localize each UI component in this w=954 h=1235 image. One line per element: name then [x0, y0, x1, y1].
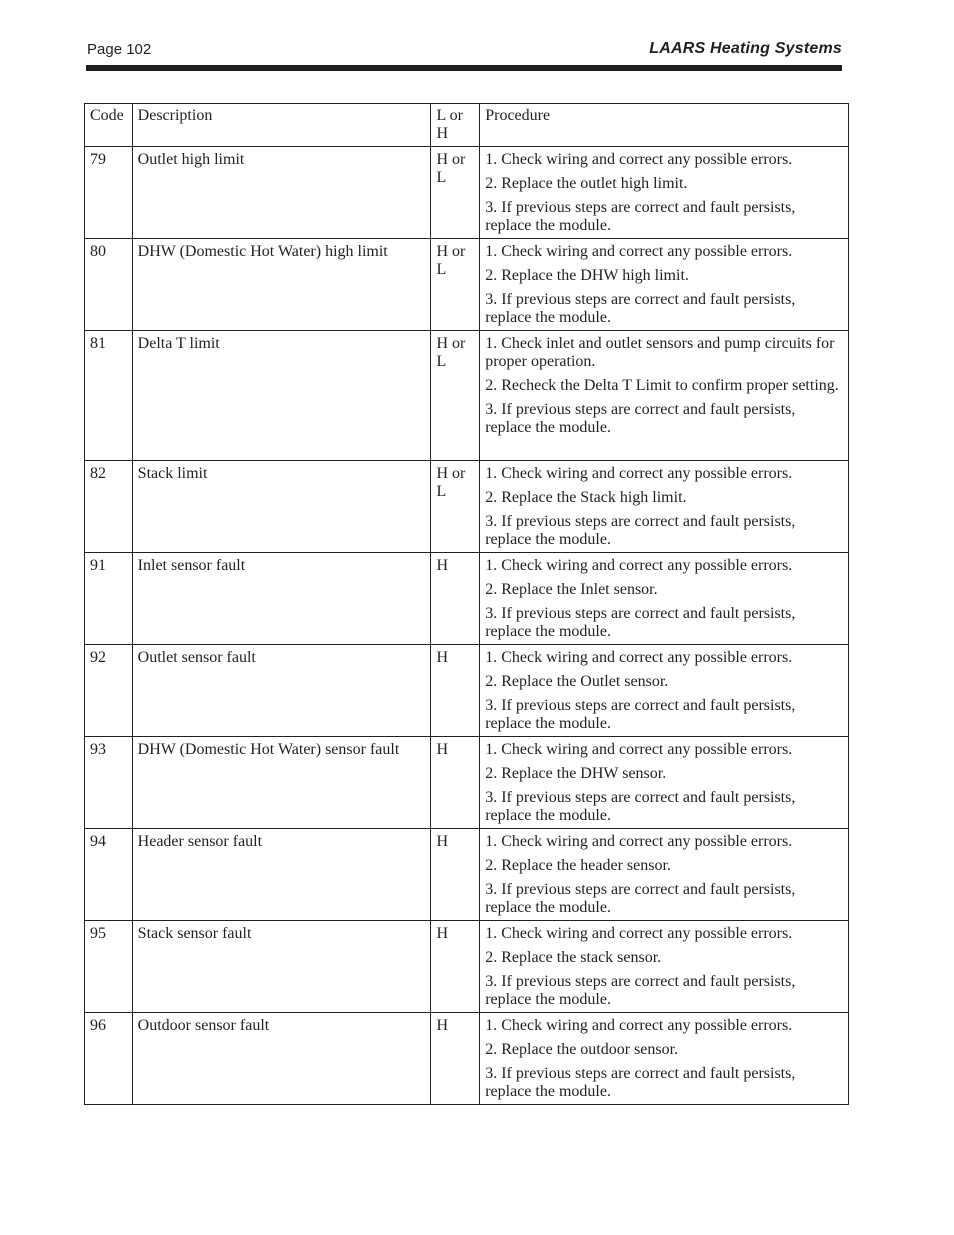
procedure-cell [480, 239, 849, 331]
table-row [85, 147, 849, 239]
level-cell: H [431, 921, 480, 1013]
description-cell: Outdoor sensor fault [132, 1013, 431, 1105]
column-header-procedure: Procedure [480, 104, 849, 147]
procedure-cell [480, 1013, 849, 1105]
description-cell: DHW (Domestic Hot Water) high limit [132, 239, 431, 331]
description-cell: Outlet high limit [132, 147, 431, 239]
procedure-step: 3. If previous steps are correct and fault persists, replace the module. [485, 291, 796, 326]
fault-code-table [84, 103, 849, 1105]
procedure-step: 3. If previous steps are correct and fault persists, replace the module. [485, 973, 796, 1008]
procedure-step: 1. Check wiring and correct any possible errors. [485, 649, 793, 666]
level-cell: H or L [431, 461, 480, 553]
code-cell: 91 [85, 553, 133, 645]
level-cell: H [431, 553, 480, 645]
procedure-step: 3. If previous steps are correct and fault persists, replace the module. [485, 1065, 796, 1100]
code-cell: 92 [85, 645, 133, 737]
procedure-step: 1. Check wiring and correct any possible errors. [485, 151, 793, 168]
procedure-step: 2. Replace the Stack high limit. [485, 489, 687, 506]
column-header-level: L or H [431, 104, 480, 147]
description-cell: Header sensor fault [132, 829, 431, 921]
level-cell: H [431, 1013, 480, 1105]
procedure-step: 1. Check wiring and correct any possible errors. [485, 557, 793, 574]
procedure-step: 2. Replace the outlet high limit. [485, 175, 688, 192]
brand-title: LAARS Heating Systems [649, 40, 842, 57]
level-cell: H or L [431, 331, 480, 461]
code-cell: 82 [85, 461, 133, 553]
page-number: Page 102 [87, 41, 152, 58]
description-cell: Stack sensor fault [132, 921, 431, 1013]
procedure-step: 1. Check wiring and correct any possible errors. [485, 925, 793, 942]
procedure-step: 2. Replace the DHW sensor. [485, 765, 667, 782]
code-cell: 94 [85, 829, 133, 921]
procedure-step: 2. Replace the header sensor. [485, 857, 671, 874]
procedure-step: 2. Recheck the Delta T Limit to confirm proper setting. [485, 377, 839, 394]
procedure-cell [480, 553, 849, 645]
table-row [85, 737, 849, 829]
procedure-step: 2. Replace the Inlet sensor. [485, 581, 658, 598]
procedure-step: 2. Replace the stack sensor. [485, 949, 662, 966]
procedure-step: 3. If previous steps are correct and fault persists, replace the module. [485, 881, 796, 916]
table-header-row [85, 104, 849, 147]
table-row [85, 1013, 849, 1105]
table-row [85, 645, 849, 737]
procedure-step: 1. Check wiring and correct any possible errors. [485, 833, 793, 850]
code-cell: 93 [85, 737, 133, 829]
procedure-step: 1. Check wiring and correct any possible errors. [485, 243, 793, 260]
description-cell: DHW (Domestic Hot Water) sensor fault [132, 737, 431, 829]
column-header-description: Description [132, 104, 431, 147]
description-cell: Delta T limit [132, 331, 431, 461]
procedure-step: 2. Replace the DHW high limit. [485, 267, 689, 284]
procedure-step: 1. Check inlet and outlet sensors and pump circuits for proper operation. [485, 335, 835, 370]
procedure-step: 3. If previous steps are correct and fault persists, replace the module. [485, 789, 796, 824]
procedure-step: 3. If previous steps are correct and fault persists, replace the module. [485, 697, 796, 732]
procedure-cell [480, 645, 849, 737]
code-cell: 96 [85, 1013, 133, 1105]
procedure-step: 3. If previous steps are correct and fault persists, replace the module. [485, 513, 796, 548]
procedure-cell [480, 829, 849, 921]
table-row [85, 461, 849, 553]
procedure-cell [480, 147, 849, 239]
procedure-cell [480, 737, 849, 829]
level-cell: H or L [431, 147, 480, 239]
column-header-code: Code [85, 104, 133, 147]
procedure-step: 3. If previous steps are correct and fault persists, replace the module. [485, 199, 796, 234]
code-cell: 95 [85, 921, 133, 1013]
level-cell: H [431, 737, 480, 829]
level-cell: H [431, 645, 480, 737]
code-cell: 80 [85, 239, 133, 331]
table-row [85, 553, 849, 645]
procedure-step: 2. Replace the outdoor sensor. [485, 1041, 679, 1058]
code-cell: 81 [85, 331, 133, 461]
procedure-step: 3. If previous steps are correct and fault persists, replace the module. [485, 401, 796, 436]
procedure-step: 1. Check wiring and correct any possible errors. [485, 1017, 793, 1034]
description-cell: Stack limit [132, 461, 431, 553]
level-cell: H or L [431, 239, 480, 331]
procedure-step: 2. Replace the Outlet sensor. [485, 673, 669, 690]
procedure-cell [480, 331, 849, 461]
procedure-step: 1. Check wiring and correct any possible errors. [485, 465, 793, 482]
description-cell: Outlet sensor fault [132, 645, 431, 737]
procedure-step: 1. Check wiring and correct any possible errors. [485, 741, 793, 758]
procedure-cell [480, 461, 849, 553]
header-rule [86, 65, 842, 71]
table-row [85, 331, 849, 461]
code-cell: 79 [85, 147, 133, 239]
table-row [85, 921, 849, 1013]
level-cell: H [431, 829, 480, 921]
table-row [85, 239, 849, 331]
table-row [85, 829, 849, 921]
description-cell: Inlet sensor fault [132, 553, 431, 645]
procedure-cell [480, 921, 849, 1013]
procedure-step: 3. If previous steps are correct and fault persists, replace the module. [485, 605, 796, 640]
